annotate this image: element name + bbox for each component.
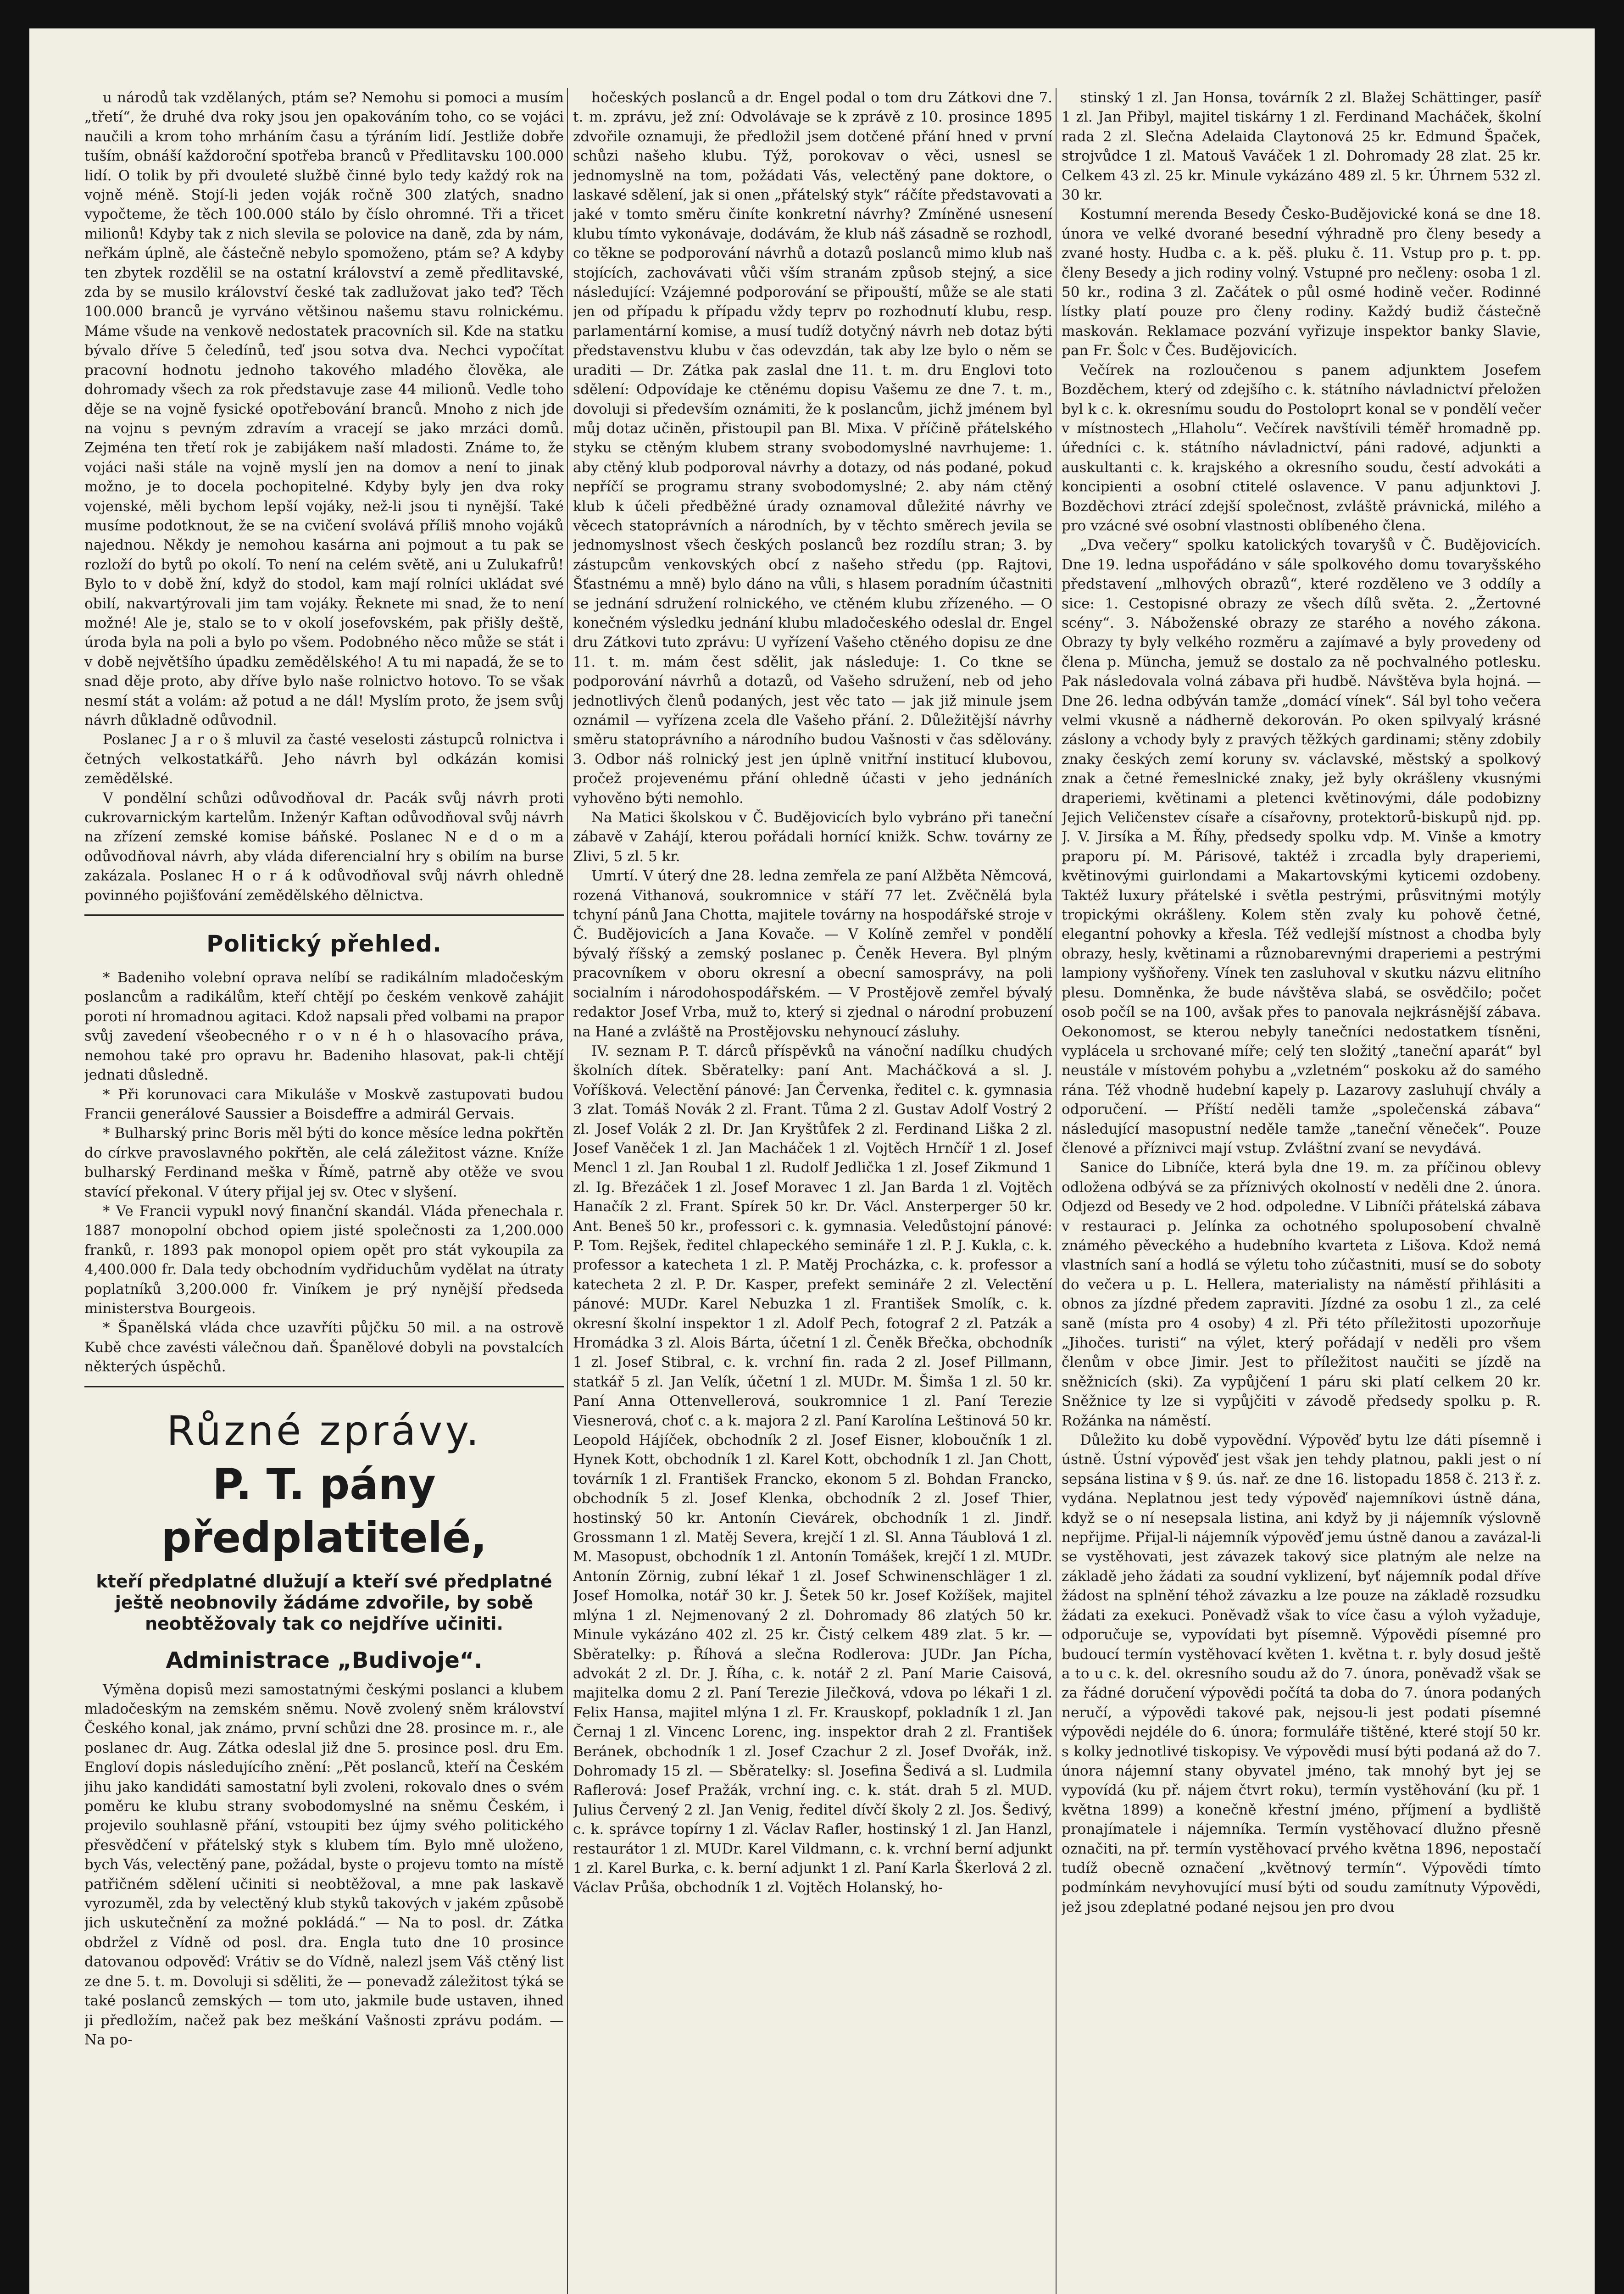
newspaper-page bbox=[29, 28, 1595, 2294]
subscribers-heading: P. T. pány předplatitelé, bbox=[161, 1459, 487, 1562]
subscribers-notice: kteří předplatné dlužují a kteří své předplatné ještě neobnovily žádáme zdvořile, by sobě neobtěžovaly tak co nejdříve učiniti. bbox=[96, 1571, 552, 1634]
column-rule bbox=[1056, 88, 1057, 2294]
politics-item-france: * Ve Francii vypukl nový finanční skandál. Vláda přenechala r. 1887 monopolní obchod opiem jisté společnosti za 1,200.000 franků, r. 1893 pak monopol opiem opět pro stát vykoupila za 4,400.000 fr. Dala tedy obchodním vydřiduchům vydělat na útraty poplatníků 3,200.000 fr. Viníkem je prý nynější předseda ministerstva Bourgeois. bbox=[84, 1203, 564, 1317]
article-letters-continued: hočeských poslanců a dr. Engel podal o tom dru Zátkovi dne 7. t. m. zprávu, jež zní: Odvolávaje se k zprávě z 10. prosince 1895 zdvořile oznamuji, že předložil jsem dotčené přání hned v první schůzi našeho klubu. Týž, porokovav o věci, usnesl se jednomyslně na tom, požádati Vás, velectěný pane doktore, o laskavé sdělení, jak si onen „přátelský styk“ ráčíte představovati a jaké v tomto směru činíte konkretní návrhy? Zmíněné usnesení klubu tímto vykonávaje, dodávám, že klub náš zásadně se rozhodl, co těkne se podporování návrhů a dotazů poslanců mimo klub naš stojících, zachovávati vůči vším stranám způsob stejný, a sice následující: Vzájemné podporování se připouští, může se ale stati jen od případu k případu vždy teprv po rozhodnutí klubu, resp. parlamentární komise, a musí tudíž dotyčný návrh neb dotaz býti představenstvu klubu v čas odevzdán, tak aby lze bylo o něm se uraditi — Dr. Zátka pak zaslal dne 11. t. m. dru Englovi toto sdělení: Odpovídaje ke ctěnému dopisu Vašemu ze dne 7. t. m., dovoluji si především oznámiti, že k poslancům, jichž jménem byl můj dotaz učiněn, přistoupil pan Bl. Mixa. V příčině přátelského styku se ctěným klubem strany svobodomyslné navrhujeme: 1. aby ctěný klub podporoval návrhy a dotazy, od nás podané, pokud nepříčí se programu strany svobodomyslné; 2. aby nám ctěný klub k účeli předběžné úrady oznamoval důležité návrhy ve věcech statoprávních a národních, by v těchto směrech jevila se jednomyslnost všech českých poslanců bez rozdílu stran; 3. by zástupcům venkovských obcí z našeho středu (pp. Rajtovi, Šťastnému a mně) bylo dáno na vůli, s hlasem poradním účastniti se jednání sdružení rolnického, ve ctěném klubu zřízeného. — O konečném výsledku jednání klubu mladočeského odeslal dr. Engel dru Zátkovi tuto zprávu: U vyřízení Vašeho ctěného dopisu ze dne 11. t. m. mám čest sdělit, jak následuje: 1. Co tkne se podporování návrhů a dotazů, od Vašeho sdružení, neb od jeho jednotlivých členů podaných, jest věc tato — jak již minule jsem oznámil — vyřízena zcela dle Vašeho přání. 2. Důležitější návrhy směru statoprávního a národního budou Vašnosti v čas sdělovány. 3. Odbor náš rolnický jest jen úplně vnitřní institucí klubovou, pročež projevenému přání ohledně účasti v jeho jednáních vyhověno býti nemohlo. bbox=[573, 89, 1052, 807]
article-sleigh-ride: Sanice do Libníče, která byla dne 19. m. za příčinou oblevy odložena odbývá se za příznivých okolností v neděli dne 2. února. Odjezd od Besedy ve 2 hod. odpoledne. V Libníči přátelská zábava v restauraci p. Jelínka za ochotného spoluposobení chvalně známého pěveckého a hudebního kvarteta z Lišova. Kdož nemá vlastních saní a hodlá se výletu toho zúčastniti, musí se do soboty do večera u p. L. Hellera, materialisty na náměstí přihlásiti a obnos za jízdné předem zapraviti. Jízdné za osobu 1 zl., za celé saně (místa pro 4 osoby) 4 zl. Při této příležitosti upozorňuje „Jihočes. turisti“ na výlet, který pořádají v neděli pro všem členům v obce Jimir. Jest to příležitost naučiti se jízdě na sněžnicích (ski). Za vypůjčení 1 páru ski platí celkem 20 kr. Sněžnice ty lze si vypůjčiti v závodě předsedy spolku p. R. Rožánka na náměstí. bbox=[1062, 1159, 1541, 1429]
column-3 bbox=[1062, 88, 1541, 2294]
divider bbox=[84, 1386, 564, 1387]
article-lease-notice: Důležito ku době vypovědní. Výpověď bytu lze dáti písemně i ústně. Ústní výpověď jest však jen tehdy platnou, pakli jest o ní sepsána listina v § 9. ús. nař. ze dne 16. listopadu 1858 č. 213 ř. z. vydána. Neplatnou jest tedy výpověď najemníkovi ústně dána, když se o ní nesepsala listina, ani když by ji nájemník výslovně nepřijme. Přijal-li nájemník výpověď jemu ústně danou a zavázal-li se vystěhovati, jest závazek takový sice platným ale nelze na základě jeho žádati za soudní vyklizení, byť nájemník podal dříve žádost na splnění téhož závazku a lze pouze na základě rozsudku žádati za exekuci. Poněvadž však to více času a výloh vyžaduje, odporučuje se, vypovídati byt písemně. Výpovědi písemné pro budoucí termín vystěhovací květen 1. května t. r. byly dosud ještě a to u c. k. del. okresního soudu až do 7. února, poněvadž však se za řádné doručení výpovědi počítá ta doba do 7. února podaných neručí, a výpovědi takové pak, nejsou-li jest podati písemné výpovědi nejdéle do 6. února; formuláře tištěné, které stojí 50 kr. s kolky jednotlivé tiskopisy. Ve výpovědi musí býti podaná až do 7. února nájemní stany obyvatel jméno, tak mnohý byt jej se vypovídá (ku př. nájem čtvrt roku), termín vystěhování (ku př. 1 května 1899) a konečně křestní jméno, příjmení a bydliště pronajímatele i nájemníka. Termín vystěhovací dlužno přesně označiti, na př. termín vystěhovací prvého května 1896, nepostačí tudíž obecně označení „květnový termín“. Výpovědi tímto podmínkám nevyhovující musí býti od soudu zamítnuty Výpovědi, jež jsou zdeplatné podané nejsou jen pro dvou bbox=[1062, 1432, 1541, 1915]
column-2 bbox=[573, 88, 1052, 2294]
politics-item-badeni: * Badeniho volební oprava nelíbí se radikálním mladočeským poslancům a radikálům, kteří chtějí po českém venkově zahájit poroti ní hromadnou agitaci. Kdož napsali před volbami na prapor svůj zavedení všeobecného r o v n é h o hlasovacího práva, nemohou také pro opravu hr. Badeniho hlasovat, pak-li chtějí jednati důsledně. bbox=[84, 969, 564, 1084]
article-letters-exchange: Výměna dopisů mezi samostatnými českými poslanci a klubem mladočeským na zemském sněmu. Nově zvolený sněm království Českého konal, jak známo, první schůzi dne 28. prosince m. r., ale poslanec dr. Aug. Zátka odeslal již dne 5. prosince posl. dru Em. Engloví dopis následujícího znění: „Pět poslanců, kteří na Českém jihu jako kandidáti samostatní byli zvoleni, rokovalo dnes o svém poměru ke klubu strany svobodomyslné na sněmu Českém, i projevilo souhlasně přání, vstoupiti bez újmy svého politického přesvědčení v přátelský styk s klubem tím. Bylo mně uloženo, bych Vás, velectěný pane, požádal, byste o projevu tomto na místě patřičném sdělení učiniti si neobtěžoval, a mne pak laskavě vyrozuměl, zda by velectěný klub styků takových v jakém způsobě jich uskutečnění za možné pokládá.“ — Na to posl. dr. Zátka obdržel z Vídně od posl. dra. Engla tuto dne 10 prosince datovanou odpověď: Vrátiv se do Vídně, nalezl jsem Váš ctěný list ze dne 5. t. m. Dovoluji si sděliti, že — ponevadž záležitost týká se také poslanců zemských — tom uto, jakmile bude ustaven, ihned ji předložím, načež pak bez meškání Vašnosti zprávu podám. — Na po- bbox=[84, 1681, 564, 2048]
article-farewell-evening: Večírek na rozloučenou s panem adjunktem Josefem Bozděchem, který od zdejšího c. k. státního návladnictví přeložen byl k c. k. okresnímu soudu do Postoloprt konal se v pondělí večer v místnostech „Hlaholu“. Večírek navštívili téměř hromadně pp. úředníci c. k. státního návladnictví, páni radové, adjunkti a auskultanti c. k. krajského a okresního soudu, čestí advokáti a koncipienti a osobní ctitelé oslavence. V panu adjunktovi J. Bozděchovi ztrácí zdejší společnost, zvláště právnická, milého a pro vzácné své osobní vlastnosti oblíbeného člena. bbox=[1062, 362, 1541, 534]
article-donors-list: IV. seznam P. T. dárců příspěvků na vánoční nadílku chudých školních dítek. Sběratelky: paní Ant. Macháčková a sl. J. Voříšková. Velectění pánové: Jan Červenka, ředitel c. k. gymnasia 3 zlat. Tomáš Novák 2 zl. Frant. Tůma 2 zl. Gustav Adolf Vostrý 2 zl. Josef Volák 2 zl. Dr. Jan Kryštůfek 2 zl. Ferdinand Liška 2 zl. Josef Vaněček 1 zl. Jan Macháček 1 zl. Vojtěch Hrnčíř 1 zl. Josef Mencl 1 zl. Jan Roubal 1 zl. Rudolf Jedlička 1 zl. Josef Zikmund 1 zl. Ig. Březáček 1 zl. Josef Moravec 1 zl. Jan Barda 1 zl. Vojtěch Hanačík 2 zl. Frant. Spírek 50 kr. Dr. Václ. Ansterperger 50 kr. Ant. Beneš 50 kr., professori c. k. gymnasia. Veledůstojní pánové: P. Tom. Rejšek, ředitel chlapeckého semináře 1 zl. P. J. Kukla, c. k. professor a katecheta 1 zl. P. Matěj Procházka, c. k. professor a katecheta 2 zl. P. Dr. Kasper, prefekt semináře 2 zl. Velectění pánové: MUDr. Karel Nebuzka 1 zl. František Smolík, c. k. okresní školní inspektor 1 zl. Adolf Pech, fotograf 2 zl. Patzák a Hromádka 3 zl. Alois Bárta, účetní 1 zl. Čeněk Břečka, obchodník 1 zl. Josef Stibral, c. k. vrchní fin. rada 2 zl. Josef Pillmann, statkář 5 zl. Jan Velík, účetní 1 zl. MUDr. M. Šimša 1 zl. 50 kr. Paní Anna Ottenvellerová, soukromnice 1 zl. Paní Terezie Viesnerová, choť c. a k. majora 2 zl. Paní Karolína Leštinová 50 kr. Leopold Hájíček, obchodník 2 zl. Josef Eisner, kloboučník 1 zl. Hynek Kott, obchodník 1 zl. Karel Kott, obchodník 1 zl. Jan Chott, továrník 1 zl. František Francko, ekonom 5 zl. Bohdan Francko, obchodník 5 zl. Josef Klenka, obchodník 2 zl. Josef Thier, hostinský 50 kr. Antonín Cievárek, obchodník 1 zl. Jindř. Grossmann 1 zl. Matěj Severa, krejčí 1 zl. Sl. Anna Táublová 1 zl. M. Masopust, obchodník 1 zl. Antonín Tomášek, krejčí 1 zl. MUDr. Antonín Zörnig, zubní lékař 1 zl. Josef Schwinenschläger 1 zl. Josef Homolka, notář 30 kr. J. Šetek 50 kr. Josef Kožíšek, majitel mlýna 1 zl. Nejmenovaný 2 zl. Dohromady 86 zlatých 50 kr. Minule vykázáno 402 zl. 25 kr. Čistý celkem 489 zlat. 5 kr. — Sběratelky: p. Říhová a slečna Rodlerova: JUDr. Jan Pícha, advokát 2 zl. Dr. J. Říha, c. k. notář 2 zl. Paní Marie Caisová, majitelka domu 2 zl. Paní Terezie Jilečková, vdova po lékaři 1 zl. Felix Hansa, majitel mlýna 1 zl. Fr. Krauskopf, pokladník 1 zl. Jan Černaj 1 zl. Vincenc Lorenc, ing. inspektor drah 2 zl. František Beránek, obchodník 1 zl. Josef Czachur 2 zl. Josef Dvořák, inž. Dohromady 15 zl. — Sběratelky: sl. Josefina Šedivá a sl. Ludmila Raflerová: Josef Pražák, vrchní ing. c. k. stát. drah 5 zl. MUD. Julius Červený 2 zl. Jan Venig, ředitel dívčí školy 2 zl. Jos. Šedivý, c. k. správce topírny 1 zl. Václav Rafler, hostinský 1 zl. Jan Hanzl, restaurátor 1 zl. MUDr. Karel Vildmann, c. k. vrchní berní adjunkt 1 zl. Karel Burka, c. k. berní adjunkt 1 zl. Paní Karla Škerlová 2 zl. Václav Průša, obchodník 1 zl. Vojtěch Holanský, ho- bbox=[573, 1042, 1052, 1896]
article-jaros: Poslanec J a r o š mluvil za časté veselosti zástupců rolnictva i četných velkostatkářů. Jeho návrh byl odkázán komisi zemědělské. bbox=[84, 731, 564, 787]
article-army-service: u národů tak vzdělaných, ptám se? Nemohu si pomoci a musím „třetí“, že druhé dva roky jsou jen opakováním toho, co se vojáci naučili a krom toho mrháním času a týráním lidí. Jestliže dobře tuším, obnáší každoroční spotřeba branců v Předlitavsku 100.000 lidí. O tolik by při dvouleté službě činné bylo tedy každý rok na vojně méně. Stojí-li jeden voják ročně 300 zlatých, snadno vypočteme, že těch 100.000 stálo by číslo ohromné. Tři a třicet milionů! Kdyby tak z nich slevila se polovice na daně, zda by nám, neřkám úplně, ale částečně nebylo spomoženo, ptám se? A kdyby ten zbytek rozdělil se na ostatní království a země předlitavské, zda by se musilo království české tak zadlužovat jako teď? Těch 100.000 branců je vyrváno většinou našemu stavu rolnickému. Máme všude na venkově nedostatek pracovních sil. Kde na statku bývalo dříve 5 čeledínů, teď jsou sotva dva. Nechci vypočítat pracovní hodnotu jednoho takového mladého člověka, ale dohromady všech za rok představuje zase 44 milionů. Vedle toho děje se na vojně fysické opotřebování branců. Mnoho z nich jde na vojnu s pevným zdravím a vracejí se jako mrzáci domů. Zejména ten třetí rok je zabijákem naší mladosti. Známe to, že vojáci naši stále na vojně myslí jen na domov a není to jinak možno, je to docela pochopitelné. Kdyby byly jen dva roky vojenské, měli bychom lepší vojáky, než-li jsou ti nynější. Také musíme podotknout, že se na cvičení svolává příliš mnoho vojáků najednou. Někdy je nemohou kasárna ani pojmout a tu pak se rozloží do bytů po okolí. To není na celém světě, ani u Zulukafrů! Bylo to v době žní, když do stodol, kam mají rolníci ukládat své obilí, nakvartýrovali jim tam vojáky. Řeknete mi snad, že to není možné! Ale je, stalo se to v okolí josefovském, pak přišly deště, úroda byla na poli a bylo po všem. Podobného něco může se stát i v době největšího úpadku zemědělského! A tu mi napadá, že se to snad děje proto, aby dříve bylo naše rolnictvo hotovo. To se však nesmí stát a volám: až potud a ne dál! Myslím proto, že jsem svůj návrh důkladně odůvodnil. bbox=[84, 89, 564, 729]
article-obituary: Umrtí. V úterý dne 28. ledna zemřela ze paní Alžběta Němcová, rozená Vithanová, soukromnice v stáří 77 let. Zvěčnělá byla tchyní pánů Jana Chotta, majitele továrny na hospodářské stroje v Č. Budějovicích a Jana Kovače. — V Kolíně zemřel v pondělí bývalý říšský a zemský poslanec p. Čeněk Hevera. Byl plným pracovníkem v oboru okresní a obecní samosprávy, na poli socialním i národohospodářském. — V Prostějově zemřel bývalý redaktor Josef Vrba, muž to, který si zjednal o národní probuzení na Hané a zvláště na Prostějovsku nehynoucí zásluhy. bbox=[573, 868, 1052, 1040]
politics-item-boris: * Bulharský princ Boris měl býti do konce měsíce ledna pokřtěn do církve pravoslavného pokřtěn, ale celá záležitost vázne. Kníže bulharský Ferdinand meška v Římě, patrně aby otěže ve svou stavící překonal. V útery přijal jej sv. Otec v slyšení. bbox=[84, 1125, 564, 1200]
article-monday-session: V pondělní schůzi odůvodňoval dr. Pacák svůj návrh proti cukrovarnickým kartelům. Inženýr Kaftan odůvodňoval svůj návrh na zřízení zemské komise báňské. Poslanec N e d o m a odůvodňoval návrh, aby vláda diferencialní hry s obilím na burse zakázala. Poslanec H o r á k odůvodňoval svůj návrh ohledně povinného pojišťování zemědělského dělnictva. bbox=[84, 790, 564, 904]
section-heading-politics: Politický přehled. bbox=[206, 930, 442, 958]
divider bbox=[84, 914, 564, 916]
politics-item-spain: * Španělská vláda chce uzavříti půjčku 50 mil. a na ostrově Kubě chce zavésti válečnou daň. Španělové dobyli na povstalcích některých úspěchů. bbox=[84, 1320, 564, 1375]
column-rule bbox=[567, 88, 568, 2294]
column-1 bbox=[84, 88, 564, 2294]
politics-item-coronation: * Při korunovaci cara Mikuláše v Moskvě zastupovati budou Francii generálové Saussier a Boisdeffre a admirál Gervais. bbox=[84, 1086, 564, 1122]
section-heading-misc: Různé zprávy. bbox=[167, 1407, 482, 1454]
article-two-evenings: „Dva večery“ spolku katolických tovaryšů v Č. Budějovicích. Dne 19. ledna uspořádáno v sále spolkového domu tovaryšského představení „mlhových obrazů“, které rozděleno ve 3 oddíly a sice: 1. Cestopisné obrazy ze všech dílů světa. 2. „Žertovné scény“. 3. Náboženské obrazy ze starého a nového zákona. Obrazy ty byly velkého rozměru a zajímavé a byly provedeny od člena p. Müncha, jemuž se dostalo za ně pochvalného potlesku. Pak následovala volná zábava při hudbě. Návštěva byla hojná. — Dne 26. ledna odbýván tamže „domácí vínek“. Sál byl toho večera velmi vkusně a nádherně dekorován. Po oken spilvyalý krásné záslony a vchody byly z pravých těžkých gardinami; stěny zdobily znaky českých zemí koruny sv. václavské, městský a spolkový znak a četné řemeslnické znaky, jež byly okrášleny vkusnými draperiemi, květinami a pletenci květinovými, dále podobizny Jejich Veličenstev císaře a císařovny, protektorů-biskupů njd. pp. J. V. Jirsíka a M. Říhy, předsedy spolku vdp. M. Vinše a kmotry praporu pí. M. Párisové, taktéž i zrcadla byly draperiemi, květinovými guirlondami a Makartovskými kyticemi ozdobeny. Taktéž luxury přátelské i světla pestrými, průsvitnými motýly tropickými okrášleny. Kolem stěn zvaly ku pohově četné, elegantní pohovky a křesla. Též vedlejší místnost a chodba byly obrazy, hesly, květinami a různobarevnými draperiemi a pestrými lampiony vyšňořeny. Vínek ten zasluhoval v skutku názvu elitního plesu. Domněnka, že bude návštěva slabá, se osvědčilo; počet osob počíl se na 100, avšak přes to panovala nejkrásnější zábava. Oekonomost, se kterou nebyly tanečníci nedostatkem tísněni, vyplácela u srchované míře; celý ten složitý „taneční aparát“ byl neustále v místovém pohybu a „vzletném“ poskoku až do samého rána. Též vhodně hudební kapely p. Lazarovy zasluhují chvály a odporučení. — Příští neděli tamže „společenská zábava“ následující masopustní neděle tamže „taneční věneček“. Pouze členové a příznivci mají vstup. Zvláštní zvaní se nevydává. bbox=[1062, 537, 1541, 1157]
article-costume-party: Kostumní merenda Besedy Česko-Budějovické koná se dne 18. února ve velké dvorané besední výhradně pro členy besedy a zvané hosty. Hudba c. a k. pěš. pluku č. 11. Vstup pro p. t. pp. členy Besedy a jich rodiny volný. Vstupné pro nečleny: osoba 1 zl. 50 kr., rodina 3 zl. Začátek o půl osmé hodině večer. Rodinné lístky platí pouze pro členy rodiny. Každý budiž částečně maskován. Reklamace pozvání vyřizuje inspektor banky Slavie, pan Fr. Šolc v Čes. Budějovicích. bbox=[1062, 206, 1541, 359]
article-donors-continued: stinský 1 zl. Jan Honsa, továrník 2 zl. Blažej Schättinger, pasíř 1 zl. Jan Přibyl, majitel tiskárny 1 zl. Ferdinand Macháček, školní rada 2 zl. Slečna Adelaida Claytonová 25 kr. Edmund Špaček, strojvůdce 1 zl. Matouš Vaváček 1 zl. Dohromady 28 zlat. 25 kr. Celkem 43 zl. 25 kr. Minule vykázáno 489 zl. 5 kr. Úhrnem 532 zl. 30 kr. bbox=[1062, 89, 1541, 204]
administration-signature: Administrace „Budivoje“. bbox=[166, 1647, 483, 1673]
article-matice: Na Matici školskou v Č. Budějovicích bylo vybráno při taneční zábavě v Zahájí, kterou pořádali hornící knižk. Schw. továrny ze Zlivi, 5 zl. 5 kr. bbox=[573, 809, 1052, 865]
